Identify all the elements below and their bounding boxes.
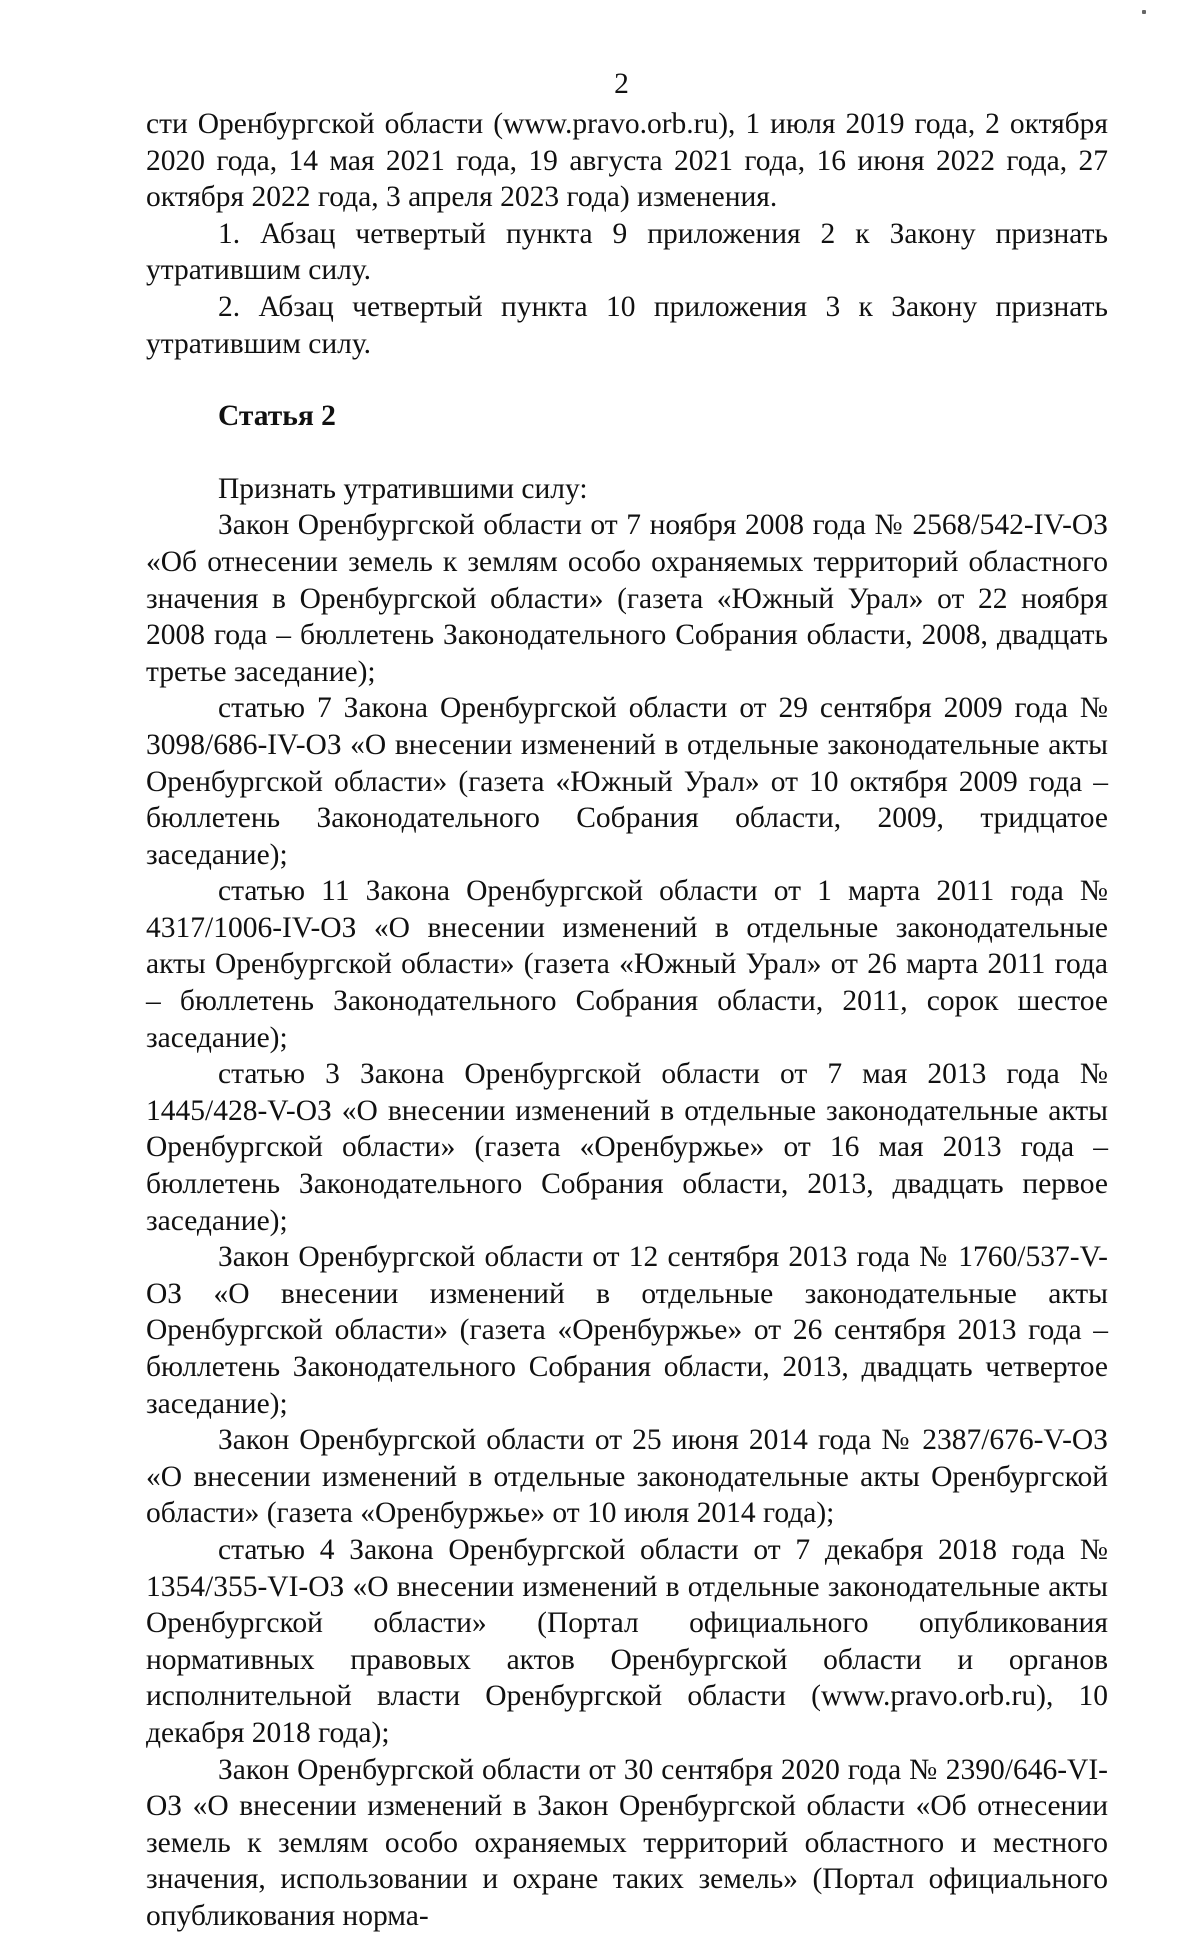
paragraph-law-2013-sep: Закон Оренбургской области от 12 сентября 2013 года № 1760/537-V-ОЗ «О внесении изменений в отдельные законодательные акты Оренбургской области» (газета «Оренбуржье» от 26 сентября 2013 года – бюллетень Законодательного Собрания области, 2013, двадцать четвертое заседание); — [146, 1241, 1108, 1420]
paragraph-law-2018: статью 4 Закона Оренбургской области от 7 декабря 2018 года № 1354/355-VI-ОЗ «О внесении изменений в отдельные законодательные акты Оренбургской области» (Портал официального опубликования нормативных правовых актов Оренбургской области и органов исполнительной власти Оренбургской области (www.pravo.orb.ru), 10 декабря 2018 года); — [146, 1533, 1108, 1749]
paragraph-law-2013-may: статью 3 Закона Оренбургской области от 7 мая 2013 года № 1445/428-V-ОЗ «О внесении изменений в отдельные законодательные акты Оренбургской области» (газета «Оренбуржье» от 16 мая 2013 года – бюллетень Законодательного Собрания области, 2013, двадцать первое заседание); — [146, 1058, 1108, 1237]
page-number: 2 — [614, 68, 629, 100]
paragraph-law-2014: Закон Оренбургской области от 25 июня 2014 года № 2387/676-V-ОЗ «О внесении изменений в отдельные законодательные акты Оренбургской области» (газета «Оренбуржье» от 10 июля 2014 года); — [146, 1424, 1108, 1530]
paragraph-continuation: сти Оренбургской области (www.pravo.orb.ru), 1 июля 2019 года, 2 октября 2020 года, 14 мая 2021 года, 19 августа 2021 года, 16 июня 2022 года, 27 октября 2022 года, 3 апреля 2023 года) изменения. — [146, 108, 1108, 214]
paragraph-intro: Признать утратившими силу: — [218, 472, 588, 505]
paragraph-law-2008: Закон Оренбургской области от 7 ноября 2008 года № 2568/542-IV-ОЗ «Об отнесении земель к землям особо охраняемых территорий областного значения в Оренбургской области» (газета «Южный Урал» от 22 ноября 2008 года – бюллетень Законодательного Собрания области, 2008, двадцать третье заседание); — [146, 509, 1108, 688]
document-body — [146, 106, 1108, 1935]
scan-dot-mark — [1142, 10, 1146, 14]
article-heading: Статья 2 — [218, 400, 336, 433]
paragraph-law-2020: Закон Оренбургской области от 30 сентября 2020 года № 2390/646-VI-ОЗ «О внесении изменений в Закон Оренбургской области «Об отнесении земель к землям особо охраняемых территорий областного и местного значения, использовании и охране таких земель» (Портал официального опубликования норма- — [146, 1753, 1108, 1932]
paragraph-item-2: 2. Абзац четвертый пункта 10 приложения 3 к Закону признать утратившим силу. — [146, 290, 1108, 360]
paragraph-law-2011: статью 11 Закона Оренбургской области от 1 марта 2011 года № 4317/1006-IV-ОЗ «О внесении изменений в отдельные законодательные акты Оренбургской области» (газета «Южный Урал» от 26 марта 2011 года – бюллетень Законодательного Собрания области, 2011, сорок шестое заседание); — [146, 875, 1108, 1054]
paragraph-law-2009: статью 7 Закона Оренбургской области от 29 сентября 2009 года № 3098/686-IV-ОЗ «О внесении изменений в отдельные законодательные акты Оренбургской области» (газета «Южный Урал» от 10 октября 2009 года – бюллетень Законодательного Собрания области, 2009, тридцатое заседание); — [146, 692, 1108, 871]
paragraph-item-1: 1. Абзац четвертый пункта 9 приложения 2 к Закону признать утратившим силу. — [146, 217, 1108, 287]
